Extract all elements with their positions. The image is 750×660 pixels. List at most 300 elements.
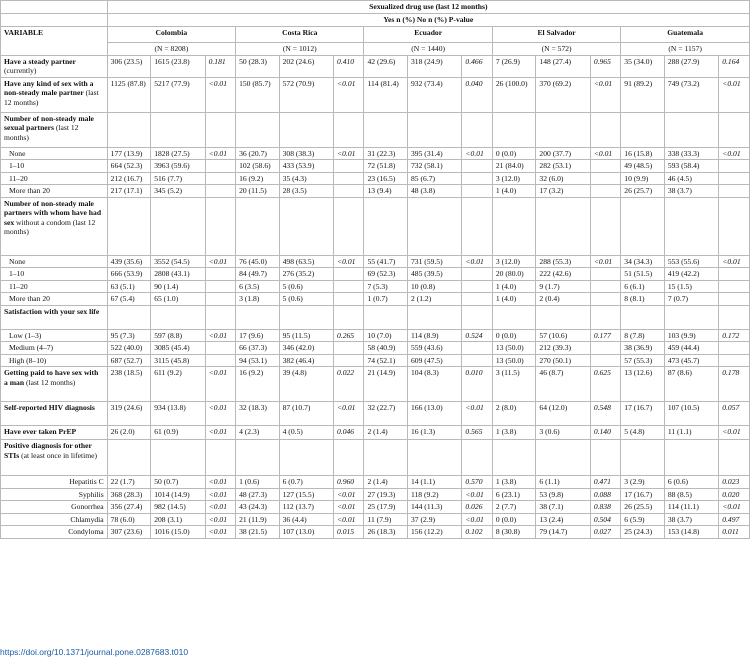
count-cell: 38 (3.7) [664,513,718,525]
count-cell: 87 (8.6) [664,367,718,402]
count-cell: 88 (8.5) [664,488,718,500]
table-row [1,513,750,525]
p-value-cell: <0.01 [334,501,364,513]
empty-cell [664,113,718,148]
empty-cell [205,113,235,148]
empty-cell [334,305,364,329]
empty-cell [279,305,333,329]
count-cell: 65 (1.0) [151,293,205,305]
count-cell: 69 (52.3) [364,268,408,280]
empty-cell [334,197,364,255]
count-cell: 270 (50.1) [536,354,590,366]
table-row [1,440,750,476]
empty-cell [236,113,280,148]
count-cell: 22 (1.7) [107,476,151,488]
row-label [1,185,108,197]
p-value-cell: <0.01 [462,488,492,500]
count-cell: 238 (18.5) [107,367,151,402]
count-cell: 6 (0.6) [664,476,718,488]
count-cell: 17 (16.7) [621,488,665,500]
p-value-cell [334,354,364,366]
country-n: (N = 572) [492,43,620,56]
corner-cell [1,1,108,14]
table-title: Sexualized drug use (last 12 months) [107,1,749,14]
count-cell: 61 (0.9) [151,426,205,440]
count-cell: 1 (4.0) [492,293,536,305]
row-label [1,354,108,366]
count-cell: 37 (2.9) [408,513,462,525]
p-value-cell [205,160,235,172]
variable-name: Getting paid to have sex with a man [4,368,99,387]
variable-name: Have any kind of sex with a non-steady male partner [4,79,94,98]
count-cell: 16 (9.2) [236,367,280,402]
variable-name: Satisfaction with your sex life [4,306,100,316]
count-cell: 58 (40.9) [364,342,408,354]
count-cell: 345 (5.2) [151,185,205,197]
p-value-cell: 0.960 [334,476,364,488]
count-cell: 20 (11.5) [236,185,280,197]
count-cell: 3 (2.9) [621,476,665,488]
p-value-cell: <0.01 [205,78,235,113]
count-cell: 3963 (59.6) [151,160,205,172]
empty-cell [205,305,235,329]
count-cell: 498 (63.5) [279,255,333,267]
count-cell: 346 (42.0) [279,342,333,354]
p-value-cell: <0.01 [205,255,235,267]
empty-cell [279,440,333,476]
count-cell: 7 (5.3) [364,280,408,292]
row-label [1,148,108,160]
p-value-cell [590,280,620,292]
count-cell: 395 (31.4) [408,148,462,160]
empty-cell [536,113,590,148]
count-cell: 3 (12.0) [492,172,536,184]
empty-cell [364,305,408,329]
p-value-cell: 0.088 [590,488,620,500]
country-n: (N = 1012) [236,43,364,56]
count-cell: 276 (35.2) [279,268,333,280]
count-cell: 1014 (14.9) [151,488,205,500]
count-cell: 731 (59.5) [408,255,462,267]
count-cell: 107 (10.5) [664,402,718,426]
row-label [1,501,108,513]
row-label [1,172,108,184]
count-cell: 5 (0.6) [279,293,333,305]
empty-cell [107,113,151,148]
country-header: Costa Rica [236,27,364,43]
empty-cell [664,440,718,476]
count-cell: 42 (29.6) [364,56,408,78]
p-value-cell: <0.01 [719,501,750,513]
count-cell: 35 (4.3) [279,172,333,184]
p-value-cell: <0.01 [334,148,364,160]
p-value-cell: <0.01 [334,513,364,525]
p-value-cell: <0.01 [462,255,492,267]
p-value-cell: 0.015 [334,526,364,538]
variable-name: Have ever taken PrEP [4,427,77,437]
count-cell: 4 (0.5) [279,426,333,440]
table-row [1,342,750,354]
row-label-text: None [9,149,26,158]
p-value-cell: 0.164 [719,56,750,78]
p-value-cell: 0.027 [590,526,620,538]
count-cell: 1828 (27.5) [151,148,205,160]
row-label-text: 11–20 [9,281,28,291]
count-cell: 16 (9.2) [236,172,280,184]
count-cell: 48 (27.3) [236,488,280,500]
count-cell: 90 (1.4) [151,280,205,292]
count-cell: 200 (37.7) [536,148,590,160]
count-cell: 611 (9.2) [151,367,205,402]
empty-cell [664,305,718,329]
row-label-text: More than 20 [9,186,50,196]
count-cell: 91 (89.2) [621,78,665,113]
empty-cell [536,440,590,476]
row-label [1,367,108,402]
empty-cell [279,197,333,255]
p-value-cell: 0.570 [462,476,492,488]
table-row [1,255,750,267]
count-cell: 559 (43.6) [408,342,462,354]
p-value-cell: 0.466 [462,56,492,78]
count-cell: 148 (27.4) [536,56,590,78]
p-value-cell: 0.265 [334,329,364,341]
count-cell: 1615 (23.8) [151,56,205,78]
table-row [1,426,750,440]
table-row [1,367,750,402]
p-value-cell [334,172,364,184]
count-cell: 85 (6.7) [408,172,462,184]
table-row [1,280,750,292]
variable-name: Have a steady partner [4,57,76,66]
count-cell: 72 (51.8) [364,160,408,172]
count-cell: 419 (42.2) [664,268,718,280]
empty-cell [107,305,151,329]
count-cell: 79 (14.7) [536,526,590,538]
count-cell: 13 (9.4) [364,185,408,197]
p-value-cell [462,354,492,366]
empty-cell [408,305,462,329]
count-cell: 10 (9.9) [621,172,665,184]
count-cell: 0 (0.0) [492,148,536,160]
count-cell: 38 (3.7) [664,185,718,197]
empty-cell [334,440,364,476]
count-cell: 319 (24.6) [107,402,151,426]
p-value-cell: <0.01 [334,255,364,267]
corner-cell [1,43,108,56]
p-value-cell: 0.965 [590,56,620,78]
count-cell: 103 (9.9) [664,329,718,341]
count-cell: 104 (8.3) [408,367,462,402]
variable-qualifier: (last 12 months) [4,88,99,107]
empty-cell [590,305,620,329]
count-cell: 8 (7.8) [621,329,665,341]
count-cell: 208 (3.1) [151,513,205,525]
variable-name: Positive diagnosis for other STIs [4,441,92,460]
variable-name: Self-reported HIV diagnosis [4,403,95,413]
p-value-cell [590,293,620,305]
count-cell: 11 (7.9) [364,513,408,525]
count-cell: 57 (55.3) [621,354,665,366]
count-cell: 53 (9.8) [536,488,590,500]
table-row [1,172,750,184]
row-label-text: 1–10 [9,161,25,171]
count-cell: 368 (28.3) [107,488,151,500]
empty-cell [364,197,408,255]
table-row [1,113,750,148]
empty-cell [364,440,408,476]
count-cell: 32 (22.7) [364,402,408,426]
count-cell: 14 (1.1) [408,476,462,488]
p-value-cell [590,354,620,366]
doi-link[interactable]: https://doi.org/10.1371/journal.pone.0287683.t010 [0,647,189,657]
count-cell: 217 (17.1) [107,185,151,197]
count-cell: 382 (46.4) [279,354,333,366]
p-value-cell: <0.01 [719,426,750,440]
count-cell: 2 (1.2) [408,293,462,305]
p-value-cell: <0.01 [205,426,235,440]
empty-cell [279,113,333,148]
count-cell: 43 (24.3) [236,501,280,513]
row-label [1,293,108,305]
p-value-cell: 0.497 [719,513,750,525]
empty-cell [492,197,536,255]
count-cell: 95 (11.5) [279,329,333,341]
p-value-cell: 0.011 [719,526,750,538]
count-cell: 17 (3.2) [536,185,590,197]
empty-cell [462,113,492,148]
p-value-cell: <0.01 [205,329,235,341]
p-value-cell: 0.102 [462,526,492,538]
p-value-cell: 0.057 [719,402,750,426]
row-label [1,197,108,255]
table-row [1,526,750,538]
row-label [1,255,108,267]
count-cell: 664 (52.3) [107,160,151,172]
count-cell: 50 (28.3) [236,56,280,78]
count-cell: 1125 (87.8) [107,78,151,113]
p-value-cell [719,354,750,366]
p-value-cell: 0.504 [590,513,620,525]
count-cell: 27 (19.3) [364,488,408,500]
p-value-cell [205,354,235,366]
count-cell: 288 (27.9) [664,56,718,78]
count-cell: 1016 (15.0) [151,526,205,538]
count-cell: 20 (80.0) [492,268,536,280]
row-label [1,78,108,113]
count-cell: 114 (81.4) [364,78,408,113]
empty-cell [590,197,620,255]
count-cell: 13 (50.0) [492,354,536,366]
count-cell: 1 (0.6) [236,476,280,488]
count-cell: 34 (34.3) [621,255,665,267]
count-cell: 38 (21.5) [236,526,280,538]
p-value-cell: <0.01 [205,402,235,426]
p-value-cell [334,268,364,280]
count-cell: 21 (14.9) [364,367,408,402]
empty-cell [462,197,492,255]
subtitle-text: Yes n (%) No n (%) P-value [383,15,474,24]
count-cell: 5 (0.6) [279,280,333,292]
row-label-text: Low (1–3) [9,330,42,340]
p-value-cell: 0.140 [590,426,620,440]
count-cell: 23 (16.5) [364,172,408,184]
count-cell: 6 (23.1) [492,488,536,500]
p-value-cell [205,342,235,354]
p-value-cell: <0.01 [205,367,235,402]
count-cell: 6 (1.1) [536,476,590,488]
empty-cell [719,440,750,476]
count-cell: 459 (44.4) [664,342,718,354]
count-cell: 10 (0.8) [408,280,462,292]
variable-name: Number of non-steady male sexual partners [4,114,94,133]
table-row [1,476,750,488]
count-cell: 153 (14.8) [664,526,718,538]
count-cell: 57 (10.6) [536,329,590,341]
count-cell: 6 (3.5) [236,280,280,292]
count-cell: 1 (3.8) [492,476,536,488]
count-cell: 78 (6.0) [107,513,151,525]
empty-cell [719,197,750,255]
row-label [1,342,108,354]
p-value-cell: 0.625 [590,367,620,402]
p-value-cell [590,160,620,172]
count-cell: 356 (27.4) [107,501,151,513]
count-cell: 26 (2.0) [107,426,151,440]
variable-qualifier: (at least once in lifetime) [21,450,98,460]
p-value-cell [205,280,235,292]
p-value-cell [334,160,364,172]
table-row [1,293,750,305]
corner-cell [1,14,108,27]
count-cell: 84 (49.7) [236,268,280,280]
empty-cell [462,440,492,476]
empty-cell [536,305,590,329]
count-cell: 17 (9.6) [236,329,280,341]
table-row [1,329,750,341]
empty-cell [408,197,462,255]
row-label-text: Chlamydia [70,514,104,524]
count-cell: 50 (0.7) [151,476,205,488]
count-cell: 32 (6.0) [536,172,590,184]
p-value-cell [462,172,492,184]
country-header: Ecuador [364,27,492,43]
row-label-text: Medium (4–7) [9,343,54,353]
count-cell: 8 (30.8) [492,526,536,538]
count-cell: 687 (52.7) [107,354,151,366]
count-cell: 38 (36.9) [621,342,665,354]
empty-cell [107,197,151,255]
empty-cell [621,113,665,148]
p-value-cell: <0.01 [462,402,492,426]
row-label [1,113,108,148]
count-cell: 553 (55.6) [664,255,718,267]
p-value-cell: 0.565 [462,426,492,440]
p-value-cell [205,293,235,305]
p-value-cell: <0.01 [205,476,235,488]
row-label-text: High (8–10) [9,355,47,365]
count-cell: 26 (25.7) [621,185,665,197]
p-value-cell [719,342,750,354]
p-value-cell: <0.01 [205,513,235,525]
p-value-cell: <0.01 [205,148,235,160]
row-label [1,268,108,280]
count-cell: 16 (1.3) [408,426,462,440]
p-value-cell: <0.01 [205,501,235,513]
country-header: Colombia [107,27,235,43]
empty-cell [364,113,408,148]
empty-cell [590,113,620,148]
p-value-cell: <0.01 [590,255,620,267]
count-cell: 13 (12.6) [621,367,665,402]
p-value-cell [462,280,492,292]
p-value-cell [719,160,750,172]
empty-cell [236,197,280,255]
count-cell: 1 (4.0) [492,280,536,292]
row-label [1,402,108,426]
p-value-cell [719,280,750,292]
p-value-cell: 0.026 [462,501,492,513]
empty-cell [536,197,590,255]
row-label [1,488,108,500]
count-cell: 25 (24.3) [621,526,665,538]
count-cell: 3085 (45.4) [151,342,205,354]
count-cell: 1 (3.8) [492,426,536,440]
row-label-text: None [9,256,26,266]
count-cell: 10 (7.0) [364,329,408,341]
count-cell: 370 (69.2) [536,78,590,113]
table-subtitle [107,14,749,27]
p-value-cell [719,185,750,197]
p-value-cell: 0.023 [719,476,750,488]
empty-cell [492,440,536,476]
count-cell: 51 (51.5) [621,268,665,280]
p-value-cell: 0.471 [590,476,620,488]
empty-cell [492,305,536,329]
count-cell: 749 (73.2) [664,78,718,113]
count-cell: 9 (1.7) [536,280,590,292]
p-value-cell: 0.046 [334,426,364,440]
empty-cell [408,440,462,476]
count-cell: 7 (0.7) [664,293,718,305]
count-cell: 107 (13.0) [279,526,333,538]
count-cell: 49 (48.5) [621,160,665,172]
count-cell: 102 (58.6) [236,160,280,172]
count-cell: 3552 (54.5) [151,255,205,267]
country-header: El Salvador [492,27,620,43]
table-row [1,78,750,113]
p-value-cell [590,342,620,354]
row-label [1,280,108,292]
count-cell: 473 (45.7) [664,354,718,366]
empty-cell [205,197,235,255]
count-cell: 11 (1.1) [664,426,718,440]
count-cell: 666 (53.9) [107,268,151,280]
count-cell: 8 (8.1) [621,293,665,305]
table-row [1,160,750,172]
count-cell: 5 (4.8) [621,426,665,440]
count-cell: 212 (39.3) [536,342,590,354]
table-row [1,268,750,280]
variable-qualifier: (last 12 months) [4,123,79,142]
count-cell: 39 (4.8) [279,367,333,402]
variable-header: VARIABLE [1,27,108,43]
table-row [1,354,750,366]
country-n: (N = 8208) [107,43,235,56]
p-value-cell: 0.410 [334,56,364,78]
p-value-cell: <0.01 [205,488,235,500]
p-value-cell: <0.01 [205,526,235,538]
